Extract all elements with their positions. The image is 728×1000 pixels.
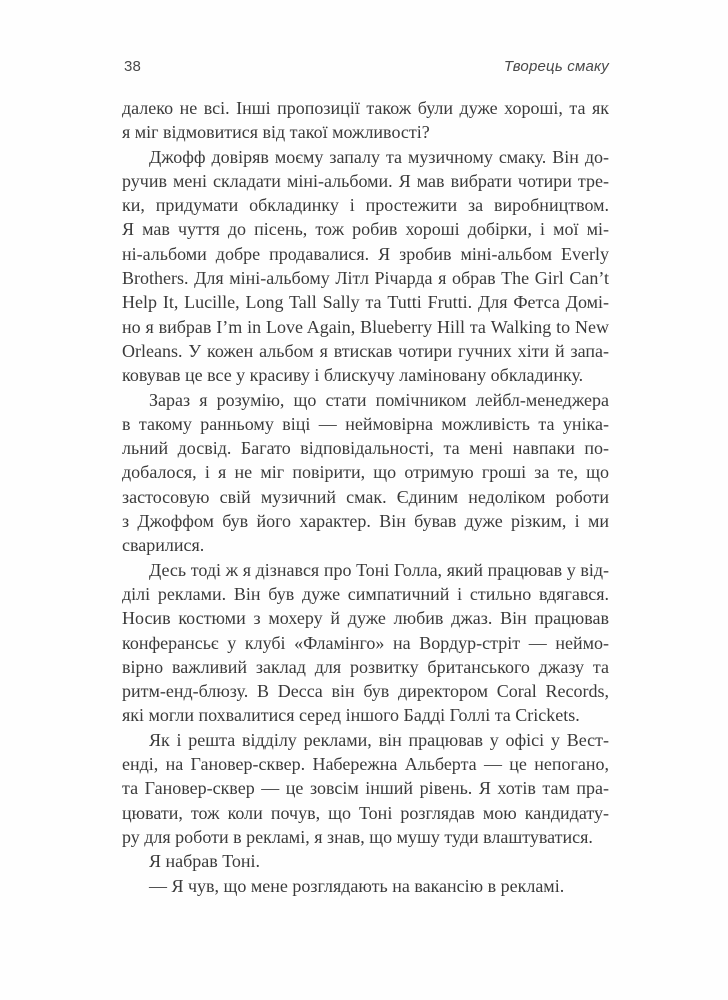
text-line: ні-альбоми добре продавалися. Я зробив міні-альбом Everly: [122, 243, 609, 264]
text-line: я міг відмовитися від такої можливості?: [122, 122, 430, 143]
text-line: сварилися.: [122, 535, 205, 556]
paragraph: [122, 874, 609, 898]
running-title: Творець смаку: [503, 58, 609, 75]
text-line: застосовую свій музичний смак. Єдиним недоліком роботи: [122, 486, 609, 507]
text-line: енді, на Гановер-сквер. Набережна Альберта — це непогано,: [122, 754, 609, 775]
text-line: далеко не всі. Інші пропозиції також були дуже хороші, та як: [122, 98, 609, 118]
text-line: Зараз я розумію, що стати помічником лейбл-менеджера: [149, 389, 609, 410]
text-line: Носив костюми з мохеру й дуже любив джаз. Він працював: [122, 608, 609, 629]
text-line: ковував це все у красиву і блискучу ламіновану обкладинку.: [122, 365, 584, 386]
page-header: [124, 58, 609, 75]
text-line: та Гановер-сквер — це зовсім інший рівень. Я хотів там пра-: [122, 778, 609, 799]
text-line: Orleans. У кожен альбом я втискав чотири гучних хіти й запа-: [122, 340, 609, 361]
text-line: ритм-енд-блюзу. В Decca він був директором Coral Records,: [122, 681, 609, 702]
text-line: які могли похвалитися серед іншого Бадді Голлі та Crickets.: [122, 705, 580, 726]
paragraph: [122, 145, 609, 388]
text-line: но я вибрав I’m in Love Again, Blueberry Hill та Walking to New: [122, 316, 609, 337]
paragraph: [122, 558, 609, 728]
text-line: Help It, Lucille, Long Tall Sally та Tutti Frutti. Для Фетса Домі-: [122, 292, 609, 313]
text-line: ру для роботи в рекламі, я знав, що мушу туди влаштуватися.: [122, 826, 593, 847]
text-line: ділі реклами. Він був дуже симпатичний і стильно вдягався.: [122, 583, 609, 604]
page-number: 38: [124, 58, 142, 75]
text-line: ки, придумати обкладинку і простежити за виробництвом.: [122, 195, 609, 216]
paragraph: [122, 96, 609, 145]
text-line: добалося, і я не міг повірити, що отримую гроші за те, що: [122, 462, 609, 483]
paragraph: [122, 849, 609, 873]
text-line: з Джоффом був його характер. Він бував дуже різким, і ми: [122, 511, 609, 532]
text-line: Як і решта відділу реклами, він працював у офісі у Вест-: [149, 729, 609, 750]
text-line: Brothers. Для міні-альбому Літл Річарда я обрав The Girl Can’t: [122, 268, 609, 289]
text-line: конферансьє у клубі «Фламінго» на Вордур-стріт — неймо-: [122, 632, 609, 653]
paragraph: [122, 388, 609, 558]
text-line: — Я чув, що мене розглядають на вакансію в рекламі.: [149, 875, 565, 896]
text-line: Я мав чуття до пісень, тож робив хороші добірки, і мої мі-: [122, 219, 609, 240]
text-line: вірно важливий заклад для розвитку британського джазу та: [122, 656, 609, 677]
text-line: ручив мені складати міні-альбоми. Я мав вибрати чотири тре-: [122, 170, 609, 191]
text-line: льний досвід. Багато відповідальності, та мені навпаки по-: [122, 438, 609, 459]
paragraph: [122, 728, 609, 849]
text-line: Я набрав Тоні.: [149, 851, 261, 872]
text-line: в такому ранньому віці — неймовірна можливість та уніка-: [122, 413, 609, 434]
body-text: [122, 96, 609, 898]
text-line: Джофф довіряв моєму запалу та музичному смаку. Він до-: [149, 146, 609, 167]
text-line: цювати, тож коли почув, що Тоні розглядав мою кандидату-: [122, 802, 609, 823]
text-line: Десь тоді ж я дізнався про Тоні Голла, який працював у від-: [149, 559, 609, 580]
